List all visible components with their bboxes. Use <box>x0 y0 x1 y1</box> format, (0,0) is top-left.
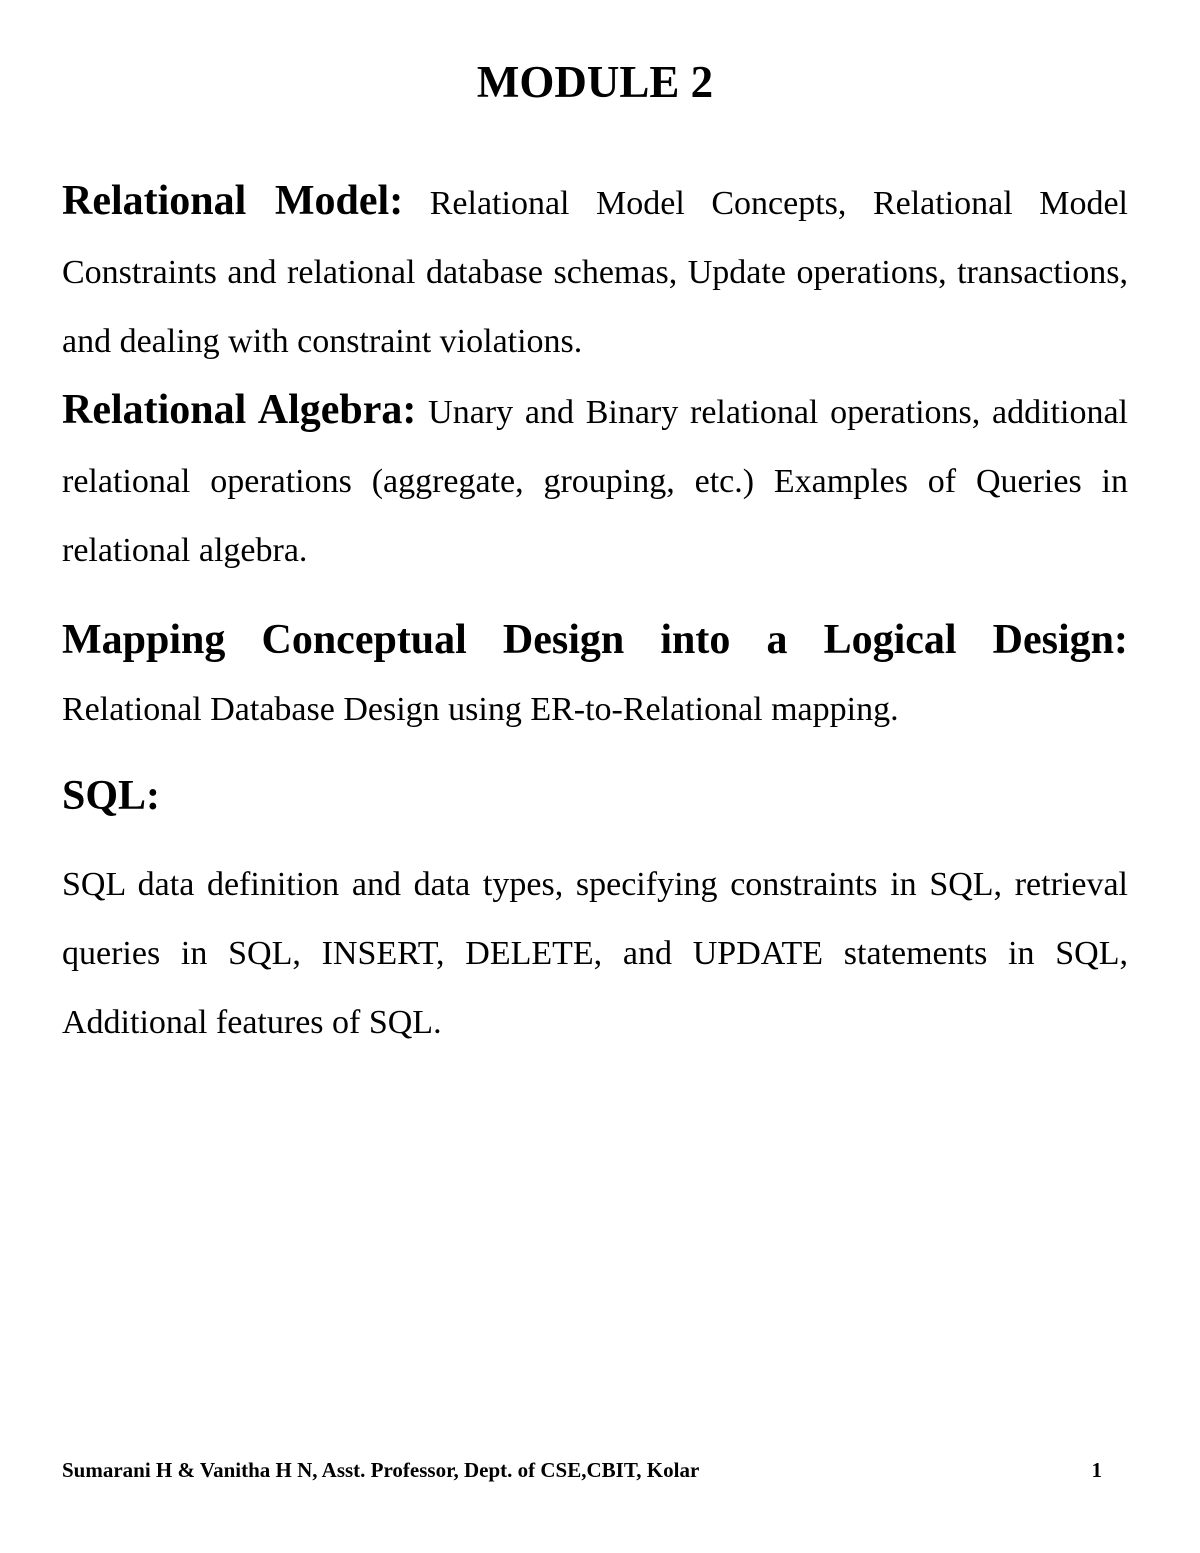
mapping-section <box>62 606 1128 744</box>
page-title: MODULE 2 <box>476 57 714 107</box>
sql-text: SQL data definition and data types, specifying constraints in SQL, retrieval queries in SQL, INSERT, DELETE, and UPDATE statements in SQL, Additional features of SQL. <box>62 866 1128 1041</box>
syllabus-topics-block <box>62 167 1128 585</box>
sql-section <box>62 850 1128 1057</box>
mapping-text: Relational Database Design using ER-to-Relational mapping. <box>62 691 899 728</box>
relational-algebra-heading: Relational Algebra: <box>62 387 417 433</box>
relational-algebra-paragraph <box>62 376 1128 585</box>
relational-model-paragraph <box>62 167 1128 376</box>
sql-heading: SQL: <box>62 773 161 819</box>
relational-model-heading: Relational Model: <box>62 178 404 224</box>
relational-model-text: Relational Model Concepts, Relational Model Constraints and relational database schemas, Update operations, transactions, and dealing with constraint violations. <box>62 185 1129 360</box>
footer-authors: Sumarani H & Vanitha H N, Asst. Professor, Dept. of CSE,CBIT, Kolar <box>62 1458 700 1482</box>
relational-algebra-text: Unary and Binary relational operations, additional relational operations (aggregate, grouping, etc.) Examples of Queries in relational algebra. <box>62 394 1128 569</box>
page-footer <box>62 1456 1102 1484</box>
mapping-heading: Mapping Conceptual Design into a Logical Design: <box>62 617 1128 663</box>
page-number: 1 <box>1091 1458 1102 1482</box>
sql-heading-block <box>62 762 1128 831</box>
